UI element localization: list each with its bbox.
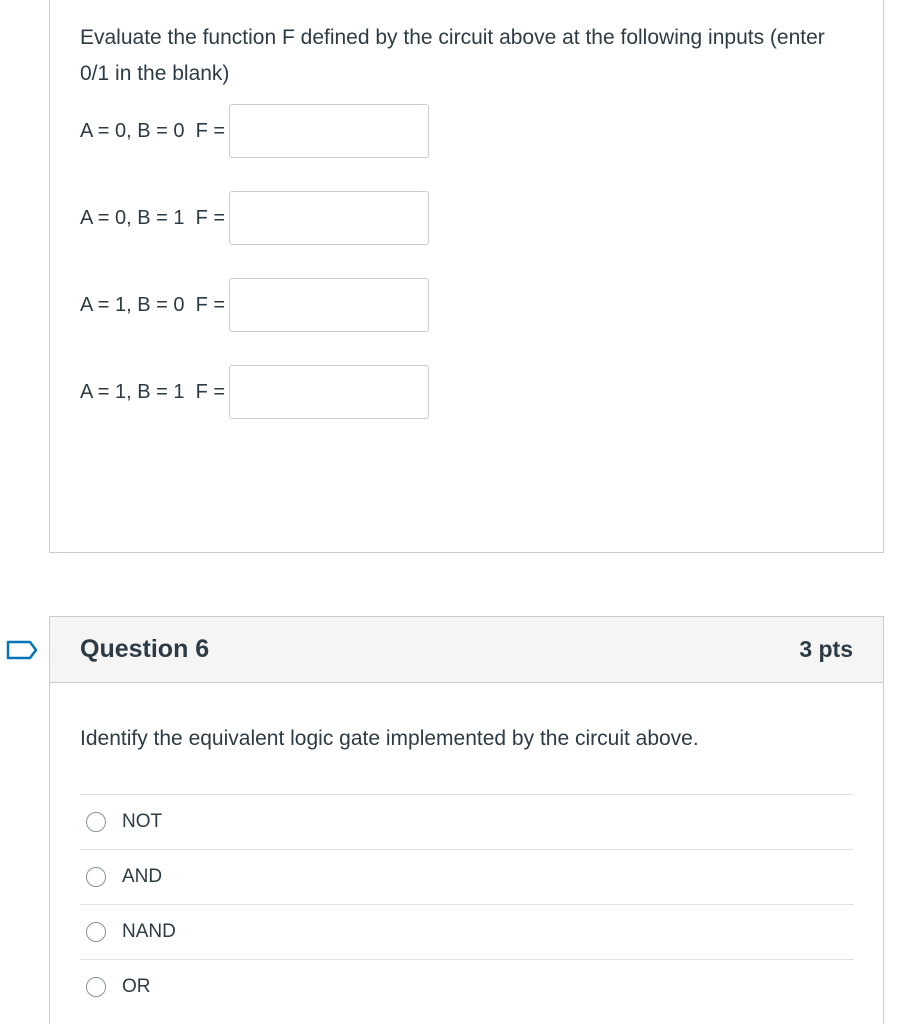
flag-outline-icon[interactable] <box>6 640 38 660</box>
option-label: NOT <box>122 811 163 832</box>
blank-row-a0-b0 <box>80 104 429 158</box>
option-nand[interactable] <box>80 904 854 959</box>
blank-label: A = 0, B = 0 F = <box>80 119 226 142</box>
answer-input-a1-b1[interactable] <box>229 365 429 419</box>
option-not[interactable] <box>80 794 854 849</box>
option-label: AND <box>122 866 163 887</box>
blank-row-a0-b1 <box>80 191 429 245</box>
answer-options <box>80 794 854 1014</box>
radio-button[interactable] <box>86 867 106 887</box>
blank-row-a1-b1 <box>80 365 429 419</box>
question-6-card <box>49 616 884 1024</box>
question-6-header <box>50 617 883 683</box>
option-label: OR <box>122 976 151 997</box>
question-points: 3 pts <box>799 636 853 662</box>
option-and[interactable] <box>80 849 854 904</box>
radio-button[interactable] <box>86 812 106 832</box>
answer-input-a1-b0[interactable] <box>229 278 429 332</box>
question-title: Question 6 <box>80 635 210 663</box>
blank-label: A = 0, B = 1 F = <box>80 206 226 229</box>
answer-input-a0-b0[interactable] <box>229 104 429 158</box>
blank-row-a1-b0 <box>80 278 429 332</box>
option-or[interactable] <box>80 959 854 1014</box>
question-5-prompt: Evaluate the function F defined by the circuit above at the following inputs (enter 0/1 in the blank) <box>80 26 825 85</box>
answer-input-a0-b1[interactable] <box>229 191 429 245</box>
question-5-card <box>49 0 884 553</box>
blank-label: A = 1, B = 0 F = <box>80 293 226 316</box>
option-label: NAND <box>122 921 176 942</box>
radio-button[interactable] <box>86 922 106 942</box>
blank-label: A = 1, B = 1 F = <box>80 380 226 403</box>
radio-button[interactable] <box>86 977 106 997</box>
question-6-prompt: Identify the equivalent logic gate implemented by the circuit above. <box>80 727 699 750</box>
